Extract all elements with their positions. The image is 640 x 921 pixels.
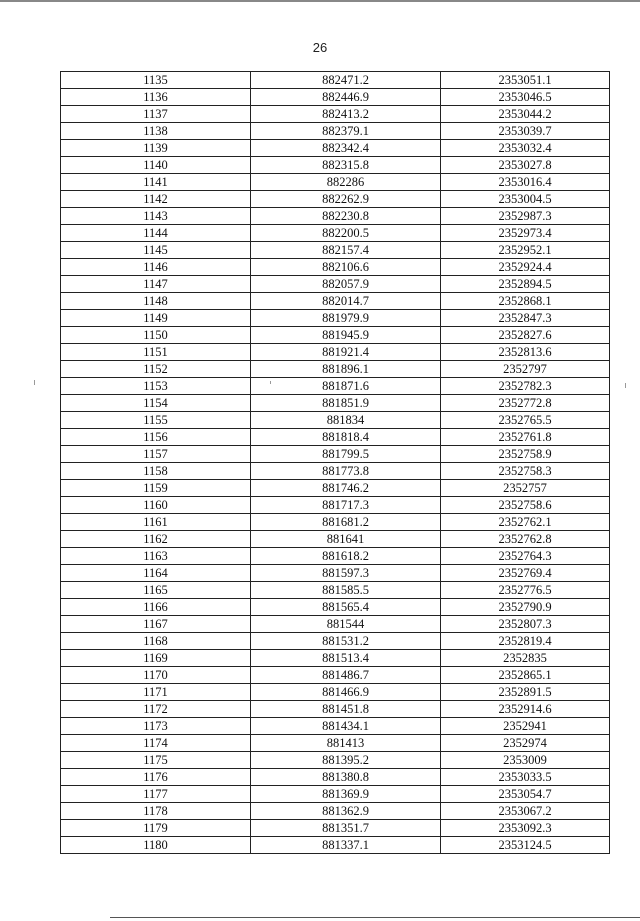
- y-coordinate-cell: 2352769.4: [441, 565, 610, 582]
- y-coordinate-cell: 2352941: [441, 718, 610, 735]
- y-coordinate-cell: 2353009: [441, 752, 610, 769]
- point-number-cell: 1145: [61, 242, 251, 259]
- point-number-cell: 1148: [61, 293, 251, 310]
- point-number-cell: 1172: [61, 701, 251, 718]
- x-coordinate-cell: 882106.6: [251, 259, 441, 276]
- y-coordinate-cell: 2353044.2: [441, 106, 610, 123]
- x-coordinate-cell: 881618.2: [251, 548, 441, 565]
- coordinates-table: [60, 71, 610, 854]
- table-row: [61, 310, 610, 327]
- x-coordinate-cell: 882446.9: [251, 89, 441, 106]
- x-coordinate-cell: 881851.9: [251, 395, 441, 412]
- point-number-cell: 1154: [61, 395, 251, 412]
- point-number-cell: 1136: [61, 89, 251, 106]
- y-coordinate-cell: 2352827.6: [441, 327, 610, 344]
- x-coordinate-cell: 881544: [251, 616, 441, 633]
- x-coordinate-cell: 881773.8: [251, 463, 441, 480]
- point-number-cell: 1149: [61, 310, 251, 327]
- table-row: [61, 701, 610, 718]
- x-coordinate-cell: 882471.2: [251, 72, 441, 89]
- page-top-edge: [0, 0, 640, 2]
- table-row: [61, 599, 610, 616]
- y-coordinate-cell: 2352790.9: [441, 599, 610, 616]
- x-coordinate-cell: 882157.4: [251, 242, 441, 259]
- point-number-cell: 1161: [61, 514, 251, 531]
- table-row: [61, 191, 610, 208]
- table-row: [61, 378, 610, 395]
- table-row: [61, 548, 610, 565]
- y-coordinate-cell: 2353004.5: [441, 191, 610, 208]
- y-coordinate-cell: 2352813.6: [441, 344, 610, 361]
- table-row: [61, 140, 610, 157]
- y-coordinate-cell: 2352764.3: [441, 548, 610, 565]
- x-coordinate-cell: 881818.4: [251, 429, 441, 446]
- x-coordinate-cell: 881681.2: [251, 514, 441, 531]
- table-row: [61, 106, 610, 123]
- point-number-cell: 1164: [61, 565, 251, 582]
- table-row: [61, 463, 610, 480]
- table-row: [61, 72, 610, 89]
- point-number-cell: 1142: [61, 191, 251, 208]
- y-coordinate-cell: 2353124.5: [441, 837, 610, 854]
- table-row: [61, 616, 610, 633]
- y-coordinate-cell: 2353067.2: [441, 803, 610, 820]
- point-number-cell: 1143: [61, 208, 251, 225]
- table-row: [61, 242, 610, 259]
- table-row: [61, 786, 610, 803]
- point-number-cell: 1144: [61, 225, 251, 242]
- point-number-cell: 1141: [61, 174, 251, 191]
- y-coordinate-cell: 2353092.3: [441, 820, 610, 837]
- table-row: [61, 327, 610, 344]
- x-coordinate-cell: 881434.1: [251, 718, 441, 735]
- y-coordinate-cell: 2352914.6: [441, 701, 610, 718]
- x-coordinate-cell: 881369.9: [251, 786, 441, 803]
- table-row: [61, 361, 610, 378]
- table-row: [61, 208, 610, 225]
- table-row: [61, 480, 610, 497]
- x-coordinate-cell: 881834: [251, 412, 441, 429]
- y-coordinate-cell: 2352868.1: [441, 293, 610, 310]
- point-number-cell: 1167: [61, 616, 251, 633]
- point-number-cell: 1135: [61, 72, 251, 89]
- point-number-cell: 1147: [61, 276, 251, 293]
- table-row: [61, 293, 610, 310]
- table-row: [61, 633, 610, 650]
- y-coordinate-cell: 2352758.6: [441, 497, 610, 514]
- table-row: [61, 123, 610, 140]
- table-row: [61, 803, 610, 820]
- x-coordinate-cell: 882230.8: [251, 208, 441, 225]
- x-coordinate-cell: 881799.5: [251, 446, 441, 463]
- x-coordinate-cell: 881486.7: [251, 667, 441, 684]
- table-row: [61, 650, 610, 667]
- table-row: [61, 395, 610, 412]
- table-row: [61, 684, 610, 701]
- x-coordinate-cell: 881871.6: [251, 378, 441, 395]
- y-coordinate-cell: 2352762.8: [441, 531, 610, 548]
- point-number-cell: 1158: [61, 463, 251, 480]
- table-row: [61, 514, 610, 531]
- y-coordinate-cell: 2352782.3: [441, 378, 610, 395]
- page-number: 26: [312, 40, 328, 55]
- point-number-cell: 1175: [61, 752, 251, 769]
- point-number-cell: 1176: [61, 769, 251, 786]
- point-number-cell: 1159: [61, 480, 251, 497]
- table-row: [61, 565, 610, 582]
- x-coordinate-cell: 881466.9: [251, 684, 441, 701]
- y-coordinate-cell: 2352891.5: [441, 684, 610, 701]
- x-coordinate-cell: 881380.8: [251, 769, 441, 786]
- point-number-cell: 1140: [61, 157, 251, 174]
- table-row: [61, 667, 610, 684]
- x-coordinate-cell: 881395.2: [251, 752, 441, 769]
- y-coordinate-cell: 2352924.4: [441, 259, 610, 276]
- table-row: [61, 531, 610, 548]
- table-row: [61, 752, 610, 769]
- point-number-cell: 1168: [61, 633, 251, 650]
- x-coordinate-cell: 881979.9: [251, 310, 441, 327]
- x-coordinate-cell: 881641: [251, 531, 441, 548]
- point-number-cell: 1139: [61, 140, 251, 157]
- point-number-cell: 1155: [61, 412, 251, 429]
- table-row: [61, 174, 610, 191]
- x-coordinate-cell: 881337.1: [251, 837, 441, 854]
- point-number-cell: 1169: [61, 650, 251, 667]
- y-coordinate-cell: 2352952.1: [441, 242, 610, 259]
- coordinates-table-body: [61, 72, 610, 854]
- y-coordinate-cell: 2352835: [441, 650, 610, 667]
- x-coordinate-cell: 881921.4: [251, 344, 441, 361]
- y-coordinate-cell: 2352797: [441, 361, 610, 378]
- x-coordinate-cell: 882413.2: [251, 106, 441, 123]
- x-coordinate-cell: 881746.2: [251, 480, 441, 497]
- x-coordinate-cell: 882342.4: [251, 140, 441, 157]
- point-number-cell: 1151: [61, 344, 251, 361]
- y-coordinate-cell: 2352761.8: [441, 429, 610, 446]
- table-row: [61, 429, 610, 446]
- point-number-cell: 1166: [61, 599, 251, 616]
- table-row: [61, 837, 610, 854]
- x-coordinate-cell: 882014.7: [251, 293, 441, 310]
- y-coordinate-cell: 2353039.7: [441, 123, 610, 140]
- y-coordinate-cell: 2352765.5: [441, 412, 610, 429]
- x-coordinate-cell: 881351.7: [251, 820, 441, 837]
- table-row: [61, 89, 610, 106]
- point-number-cell: 1150: [61, 327, 251, 344]
- point-number-cell: 1146: [61, 259, 251, 276]
- y-coordinate-cell: 2352865.1: [441, 667, 610, 684]
- y-coordinate-cell: 2353016.4: [441, 174, 610, 191]
- table-row: [61, 259, 610, 276]
- y-coordinate-cell: 2353032.4: [441, 140, 610, 157]
- scan-speck: [34, 380, 35, 385]
- point-number-cell: 1178: [61, 803, 251, 820]
- scan-speck: [270, 381, 271, 384]
- point-number-cell: 1180: [61, 837, 251, 854]
- point-number-cell: 1177: [61, 786, 251, 803]
- x-coordinate-cell: 882286: [251, 174, 441, 191]
- point-number-cell: 1157: [61, 446, 251, 463]
- y-coordinate-cell: 2352819.4: [441, 633, 610, 650]
- y-coordinate-cell: 2353046.5: [441, 89, 610, 106]
- point-number-cell: 1156: [61, 429, 251, 446]
- point-number-cell: 1160: [61, 497, 251, 514]
- point-number-cell: 1171: [61, 684, 251, 701]
- table-row: [61, 820, 610, 837]
- x-coordinate-cell: 881531.2: [251, 633, 441, 650]
- scan-speck: [625, 383, 626, 388]
- y-coordinate-cell: 2352762.1: [441, 514, 610, 531]
- point-number-cell: 1162: [61, 531, 251, 548]
- x-coordinate-cell: 882315.8: [251, 157, 441, 174]
- y-coordinate-cell: 2353027.8: [441, 157, 610, 174]
- x-coordinate-cell: 881565.4: [251, 599, 441, 616]
- table-row: [61, 446, 610, 463]
- x-coordinate-cell: 881717.3: [251, 497, 441, 514]
- x-coordinate-cell: 882379.1: [251, 123, 441, 140]
- y-coordinate-cell: 2352807.3: [441, 616, 610, 633]
- point-number-cell: 1165: [61, 582, 251, 599]
- y-coordinate-cell: 2352758.3: [441, 463, 610, 480]
- x-coordinate-cell: 882200.5: [251, 225, 441, 242]
- y-coordinate-cell: 2352776.5: [441, 582, 610, 599]
- x-coordinate-cell: 881451.8: [251, 701, 441, 718]
- y-coordinate-cell: 2352974: [441, 735, 610, 752]
- point-number-cell: 1179: [61, 820, 251, 837]
- x-coordinate-cell: 881513.4: [251, 650, 441, 667]
- point-number-cell: 1152: [61, 361, 251, 378]
- table-row: [61, 718, 610, 735]
- point-number-cell: 1163: [61, 548, 251, 565]
- table-row: [61, 225, 610, 242]
- point-number-cell: 1174: [61, 735, 251, 752]
- y-coordinate-cell: 2353054.7: [441, 786, 610, 803]
- x-coordinate-cell: 881362.9: [251, 803, 441, 820]
- x-coordinate-cell: 881945.9: [251, 327, 441, 344]
- y-coordinate-cell: 2352757: [441, 480, 610, 497]
- x-coordinate-cell: 881585.5: [251, 582, 441, 599]
- table-row: [61, 412, 610, 429]
- point-number-cell: 1138: [61, 123, 251, 140]
- x-coordinate-cell: 882262.9: [251, 191, 441, 208]
- y-coordinate-cell: 2352772.8: [441, 395, 610, 412]
- y-coordinate-cell: 2352758.9: [441, 446, 610, 463]
- y-coordinate-cell: 2352987.3: [441, 208, 610, 225]
- x-coordinate-cell: 881413: [251, 735, 441, 752]
- point-number-cell: 1137: [61, 106, 251, 123]
- y-coordinate-cell: 2352973.4: [441, 225, 610, 242]
- table-row: [61, 769, 610, 786]
- y-coordinate-cell: 2353051.1: [441, 72, 610, 89]
- table-row: [61, 157, 610, 174]
- table-row: [61, 276, 610, 293]
- table-row: [61, 497, 610, 514]
- table-row: [61, 344, 610, 361]
- y-coordinate-cell: 2352847.3: [441, 310, 610, 327]
- point-number-cell: 1173: [61, 718, 251, 735]
- table-row: [61, 582, 610, 599]
- x-coordinate-cell: 881896.1: [251, 361, 441, 378]
- table-row: [61, 735, 610, 752]
- x-coordinate-cell: 882057.9: [251, 276, 441, 293]
- page-bottom-edge: [110, 917, 640, 918]
- x-coordinate-cell: 881597.3: [251, 565, 441, 582]
- y-coordinate-cell: 2353033.5: [441, 769, 610, 786]
- y-coordinate-cell: 2352894.5: [441, 276, 610, 293]
- point-number-cell: 1153: [61, 378, 251, 395]
- point-number-cell: 1170: [61, 667, 251, 684]
